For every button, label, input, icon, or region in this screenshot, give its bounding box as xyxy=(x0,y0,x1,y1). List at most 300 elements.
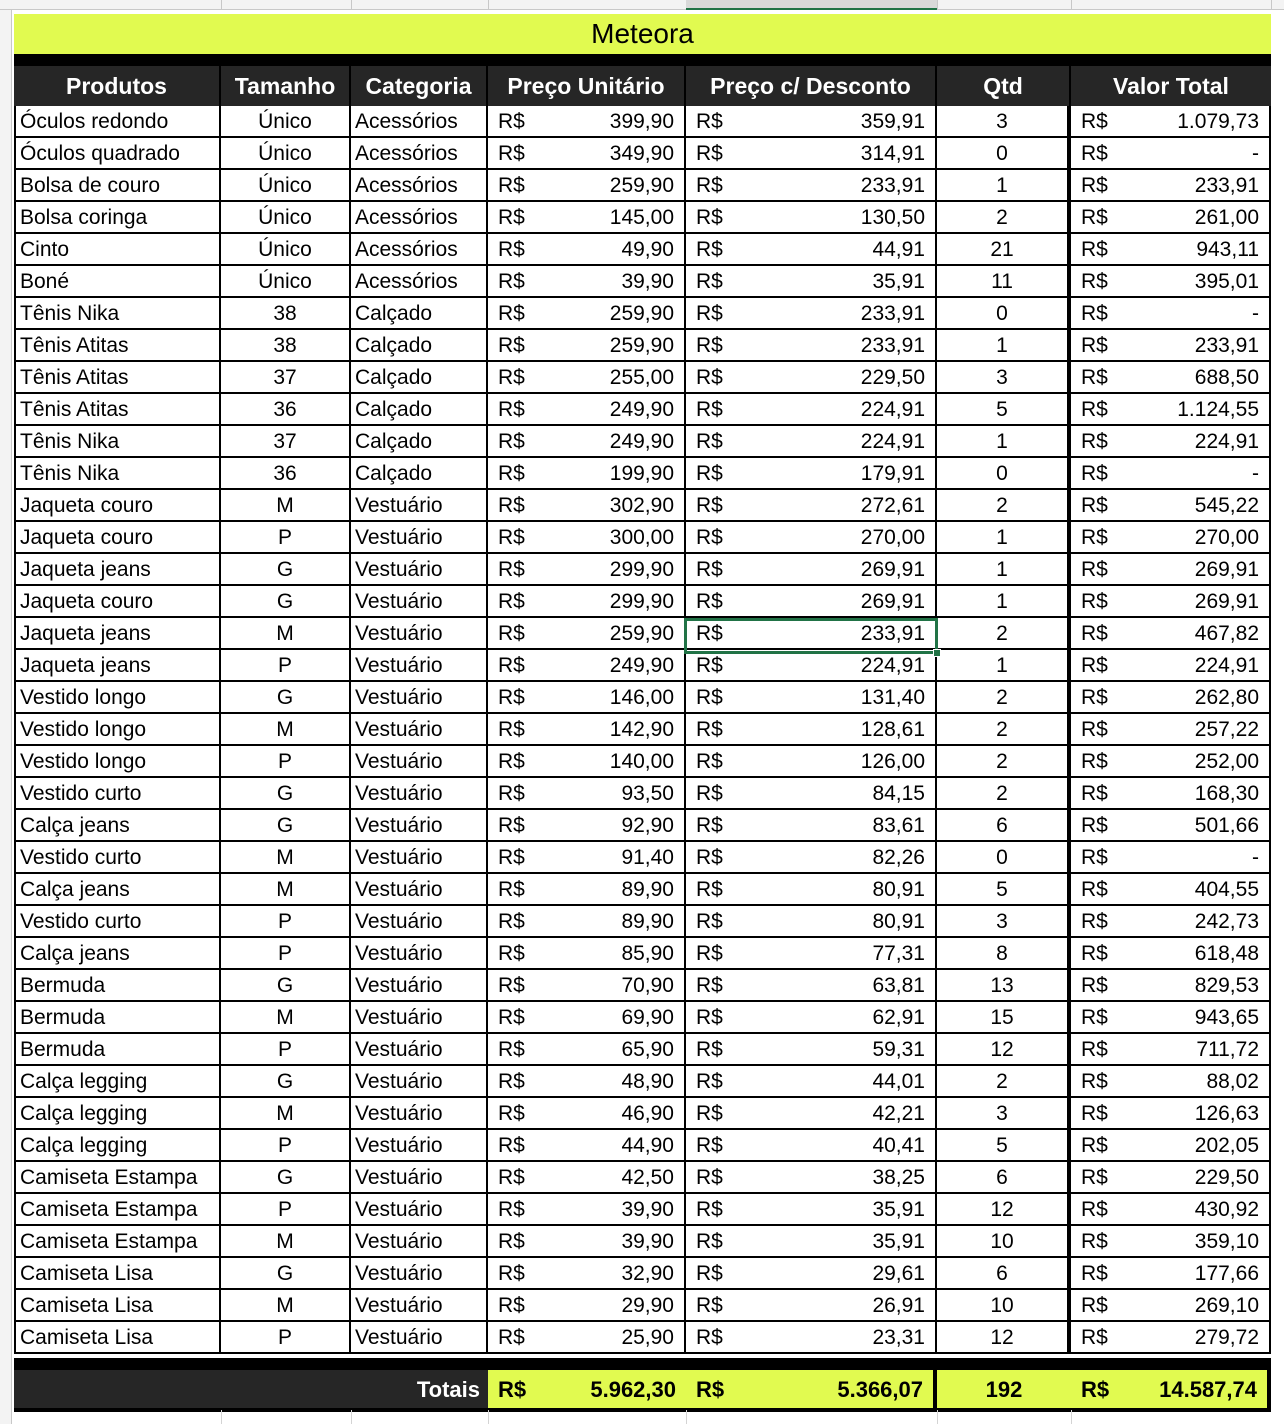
cell-categoria[interactable]: Acessórios xyxy=(351,266,488,296)
cell-preco-unitario[interactable] xyxy=(488,1258,686,1288)
cell-preco-desconto[interactable] xyxy=(686,810,937,840)
cell-preco-desconto[interactable] xyxy=(686,1130,937,1160)
cell-valor-total[interactable] xyxy=(1071,522,1271,552)
cell-valor-total[interactable] xyxy=(1071,234,1271,264)
cell-tamanho[interactable]: Único xyxy=(221,138,351,168)
cell-categoria[interactable]: Vestuário xyxy=(351,1290,488,1320)
cell-valor-total[interactable] xyxy=(1071,842,1271,872)
cell-produto[interactable]: Camiseta Lisa xyxy=(14,1322,221,1352)
cell-preco-desconto[interactable] xyxy=(686,1098,937,1128)
cell-qtd[interactable]: 1 xyxy=(937,330,1071,360)
cell-preco-desconto[interactable] xyxy=(686,970,937,1000)
column-headers-bar[interactable] xyxy=(0,0,1284,10)
cell-preco-desconto[interactable] xyxy=(686,938,937,968)
header-preco-unitario[interactable]: Preço Unitário xyxy=(488,66,686,106)
cell-tamanho[interactable]: G xyxy=(221,1066,351,1096)
cell-produto[interactable]: Tênis Atitas xyxy=(14,394,221,424)
cell-preco-unitario[interactable] xyxy=(488,1162,686,1192)
cell-valor-total[interactable] xyxy=(1071,874,1271,904)
cell-produto[interactable]: Bolsa coringa xyxy=(14,202,221,232)
cell-preco-unitario[interactable] xyxy=(488,810,686,840)
cell-tamanho[interactable]: M xyxy=(221,1002,351,1032)
cell-categoria[interactable]: Vestuário xyxy=(351,1034,488,1064)
cell-valor-total[interactable] xyxy=(1071,554,1271,584)
header-valor-total[interactable]: Valor Total xyxy=(1113,73,1229,99)
cell-tamanho[interactable]: Único xyxy=(221,106,351,136)
cell-qtd[interactable]: 3 xyxy=(937,106,1071,136)
cell-tamanho[interactable]: 37 xyxy=(221,426,351,456)
cell-produto[interactable]: Calça jeans xyxy=(14,874,221,904)
cell-preco-desconto[interactable] xyxy=(686,778,937,808)
cell-categoria[interactable]: Acessórios xyxy=(351,138,488,168)
cell-qtd[interactable]: 10 xyxy=(937,1226,1071,1256)
cell-categoria[interactable]: Vestuário xyxy=(351,554,488,584)
cell-categoria[interactable]: Vestuário xyxy=(351,682,488,712)
cell-preco-unitario[interactable] xyxy=(488,778,686,808)
cell-preco-unitario[interactable] xyxy=(488,1066,686,1096)
cell-categoria[interactable]: Vestuário xyxy=(351,650,488,680)
cell-categoria[interactable]: Acessórios xyxy=(351,202,488,232)
cell-preco-unitario[interactable] xyxy=(488,842,686,872)
cell-produto[interactable]: Bermuda xyxy=(14,1002,221,1032)
cell-tamanho[interactable]: P xyxy=(221,1194,351,1224)
cell-valor-total[interactable] xyxy=(1071,650,1271,680)
cell-produto[interactable]: Vestido longo xyxy=(14,746,221,776)
cell-valor-total[interactable] xyxy=(1071,490,1271,520)
cell-qtd[interactable]: 12 xyxy=(937,1034,1071,1064)
cell-preco-unitario[interactable] xyxy=(488,650,686,680)
cell-preco-unitario[interactable] xyxy=(488,1322,686,1352)
cell-tamanho[interactable]: G xyxy=(221,1162,351,1192)
total-qtd[interactable]: 192 xyxy=(937,1370,1071,1410)
cell-produto[interactable]: Vestido curto xyxy=(14,842,221,872)
cell-produto[interactable]: Tênis Nika xyxy=(14,458,221,488)
cell-preco-unitario[interactable] xyxy=(488,394,686,424)
cell-valor-total[interactable] xyxy=(1071,1194,1271,1224)
cell-preco-desconto[interactable] xyxy=(686,1258,937,1288)
currency-symbol: R$ xyxy=(498,430,525,453)
cell-preco-desconto[interactable] xyxy=(686,106,937,136)
cell-categoria[interactable]: Vestuário xyxy=(351,1002,488,1032)
cell-tamanho[interactable]: M xyxy=(221,842,351,872)
cell-tamanho[interactable]: M xyxy=(221,1290,351,1320)
cell-tamanho[interactable]: M xyxy=(221,490,351,520)
cell-produto[interactable]: Vestido longo xyxy=(14,682,221,712)
cell-preco-unitario[interactable] xyxy=(488,970,686,1000)
totals-label[interactable]: Totais xyxy=(416,1377,480,1402)
cell-preco-desconto[interactable] xyxy=(686,586,937,616)
cell-valor-total[interactable] xyxy=(1071,778,1271,808)
table-row xyxy=(14,202,1271,234)
cell-qtd[interactable]: 3 xyxy=(937,1098,1071,1128)
cell-tamanho[interactable]: M xyxy=(221,1098,351,1128)
cell-qtd[interactable]: 1 xyxy=(937,554,1071,584)
cell-preco-desconto[interactable] xyxy=(686,1226,937,1256)
cell-tamanho[interactable]: P xyxy=(221,1322,351,1352)
cell-preco-unitario[interactable] xyxy=(488,1002,686,1032)
cell-qtd[interactable]: 6 xyxy=(937,1162,1071,1192)
cell-preco-desconto[interactable] xyxy=(686,618,937,648)
cell-categoria[interactable]: Calçado xyxy=(351,298,488,328)
cell-produto[interactable]: Óculos quadrado xyxy=(14,138,221,168)
cell-preco-desconto[interactable] xyxy=(686,554,937,584)
cell-valor-total[interactable] xyxy=(1071,970,1271,1000)
cell-produto[interactable]: Bermuda xyxy=(14,970,221,1000)
cell-categoria[interactable]: Vestuário xyxy=(351,970,488,1000)
cell-preco-unitario[interactable] xyxy=(488,586,686,616)
cell-valor-total[interactable] xyxy=(1071,298,1271,328)
cell-valor-total[interactable] xyxy=(1071,586,1271,616)
cell-produto[interactable]: Calça jeans xyxy=(14,938,221,968)
cell-produto[interactable]: Calça legging xyxy=(14,1066,221,1096)
cell-preco-desconto[interactable] xyxy=(686,362,937,392)
cell-qtd[interactable]: 5 xyxy=(937,874,1071,904)
cell-categoria[interactable]: Acessórios xyxy=(351,106,488,136)
cell-categoria[interactable]: Vestuário xyxy=(351,522,488,552)
cell-qtd[interactable]: 0 xyxy=(937,458,1071,488)
cell-qtd[interactable]: 0 xyxy=(937,842,1071,872)
cell-qtd[interactable]: 2 xyxy=(937,682,1071,712)
cell-tamanho[interactable]: P xyxy=(221,1034,351,1064)
table-row xyxy=(14,266,1271,298)
cell-produto[interactable]: Jaqueta jeans xyxy=(14,650,221,680)
cell-qtd[interactable]: 2 xyxy=(937,618,1071,648)
cell-qtd[interactable]: 6 xyxy=(937,810,1071,840)
cell-qtd[interactable]: 21 xyxy=(937,234,1071,264)
cell-produto[interactable]: Camiseta Estampa xyxy=(14,1162,221,1192)
cell-valor-total[interactable] xyxy=(1071,938,1271,968)
cell-tamanho[interactable]: G xyxy=(221,682,351,712)
cell-valor-total[interactable] xyxy=(1071,266,1271,296)
cell-valor-total[interactable] xyxy=(1071,1322,1271,1352)
cell-qtd[interactable]: 1 xyxy=(937,650,1071,680)
cell-tamanho[interactable]: P xyxy=(221,906,351,936)
cell-preco-desconto[interactable] xyxy=(686,1034,937,1064)
cell-produto[interactable]: Camiseta Lisa xyxy=(14,1290,221,1320)
cell-preco-unitario[interactable] xyxy=(488,426,686,456)
cell-preco-desconto[interactable] xyxy=(686,842,937,872)
cell-tamanho[interactable]: 36 xyxy=(221,458,351,488)
cell-produto[interactable]: Vestido curto xyxy=(14,906,221,936)
cell-tamanho[interactable]: M xyxy=(221,1226,351,1256)
header-categoria[interactable]: Categoria xyxy=(351,66,488,106)
cell-preco-desconto[interactable] xyxy=(686,746,937,776)
cell-valor-total[interactable] xyxy=(1071,1098,1271,1128)
cell-categoria[interactable]: Vestuário xyxy=(351,1322,488,1352)
cell-categoria[interactable]: Vestuário xyxy=(351,1130,488,1160)
cell-tamanho[interactable]: P xyxy=(221,522,351,552)
cell-categoria[interactable]: Vestuário xyxy=(351,490,488,520)
cell-valor-total[interactable] xyxy=(1071,1130,1271,1160)
cell-tamanho[interactable]: Único xyxy=(221,266,351,296)
cell-valor-total[interactable] xyxy=(1071,1226,1271,1256)
cell-categoria[interactable]: Calçado xyxy=(351,362,488,392)
cell-qtd[interactable]: 3 xyxy=(937,362,1071,392)
cell-qtd[interactable]: 0 xyxy=(937,298,1071,328)
cell-tamanho[interactable]: 37 xyxy=(221,362,351,392)
cell-categoria[interactable]: Calçado xyxy=(351,394,488,424)
cell-produto[interactable]: Calça legging xyxy=(14,1130,221,1160)
cell-produto[interactable]: Tênis Nika xyxy=(14,298,221,328)
cell-preco-desconto[interactable] xyxy=(686,138,937,168)
cell-valor-total[interactable] xyxy=(1071,170,1271,200)
cell-valor-total[interactable] xyxy=(1071,1290,1271,1320)
cell-produto[interactable]: Bermuda xyxy=(14,1034,221,1064)
cell-preco-unitario[interactable] xyxy=(488,170,686,200)
cell-preco-unitario[interactable] xyxy=(488,1290,686,1320)
cell-produto[interactable]: Calça jeans xyxy=(14,810,221,840)
cell-preco-desconto-value: 42,21 xyxy=(872,1102,925,1125)
cell-categoria[interactable]: Vestuário xyxy=(351,1226,488,1256)
cell-valor-total[interactable] xyxy=(1071,394,1271,424)
cell-preco-desconto[interactable] xyxy=(686,1290,937,1320)
cell-produto[interactable]: Vestido longo xyxy=(14,714,221,744)
cell-qtd[interactable]: 2 xyxy=(937,714,1071,744)
header-produtos[interactable]: Produtos xyxy=(14,66,221,106)
cell-qtd[interactable]: 3 xyxy=(937,906,1071,936)
cell-qtd[interactable]: 1 xyxy=(937,170,1071,200)
cell-produto[interactable]: Camiseta Estampa xyxy=(14,1226,221,1256)
cell-preco-unitario[interactable] xyxy=(488,138,686,168)
cell-preco-desconto[interactable] xyxy=(686,650,937,680)
cell-produto[interactable]: Tênis Nika xyxy=(14,426,221,456)
cell-tamanho[interactable]: G xyxy=(221,1258,351,1288)
cell-categoria[interactable]: Vestuário xyxy=(351,778,488,808)
cell-qtd[interactable]: 1 xyxy=(937,586,1071,616)
cell-categoria[interactable]: Vestuário xyxy=(351,906,488,936)
cell-produto[interactable]: Jaqueta couro xyxy=(14,522,221,552)
cell-produto[interactable]: Camiseta Estampa xyxy=(14,1194,221,1224)
cell-preco-desconto[interactable] xyxy=(686,458,937,488)
header-tamanho[interactable]: Tamanho xyxy=(221,66,351,106)
cell-preco-unitario[interactable] xyxy=(488,746,686,776)
cell-valor-total[interactable] xyxy=(1071,426,1271,456)
cell-tamanho[interactable]: M xyxy=(221,618,351,648)
cell-produto[interactable]: Cinto xyxy=(14,234,221,264)
cell-categoria[interactable]: Vestuário xyxy=(351,842,488,872)
cell-preco-unitario[interactable] xyxy=(488,1098,686,1128)
currency-symbol: R$ xyxy=(696,334,723,357)
cell-valor-total[interactable] xyxy=(1071,746,1271,776)
cell-preco-desconto[interactable] xyxy=(686,874,937,904)
column-separator xyxy=(351,0,352,10)
row-headers-bar[interactable] xyxy=(0,10,12,1424)
cell-preco-unitario[interactable] xyxy=(488,266,686,296)
cell-tamanho[interactable]: P xyxy=(221,938,351,968)
cell-produto[interactable]: Bolsa de couro xyxy=(14,170,221,200)
cell-preco-unitario[interactable] xyxy=(488,490,686,520)
cell-valor-total[interactable] xyxy=(1071,1258,1271,1288)
cell-preco-desconto[interactable] xyxy=(686,426,937,456)
cell-preco-desconto[interactable] xyxy=(686,1002,937,1032)
cell-preco-unitario[interactable] xyxy=(488,682,686,712)
table-row xyxy=(14,138,1271,170)
cell-qtd[interactable]: 2 xyxy=(937,778,1071,808)
cell-produto[interactable]: Vestido curto xyxy=(14,778,221,808)
cell-preco-unitario[interactable] xyxy=(488,1130,686,1160)
cell-tamanho[interactable]: Único xyxy=(221,170,351,200)
cell-valor-total[interactable] xyxy=(1071,1162,1271,1192)
cell-qtd[interactable]: 8 xyxy=(937,938,1071,968)
cell-tamanho[interactable]: G xyxy=(221,970,351,1000)
cell-qtd[interactable]: 5 xyxy=(937,394,1071,424)
cell-produto[interactable]: Jaqueta jeans xyxy=(14,618,221,648)
cell-preco-desconto[interactable] xyxy=(686,714,937,744)
cell-qtd[interactable]: 15 xyxy=(937,1002,1071,1032)
cell-valor-total[interactable] xyxy=(1071,1066,1271,1096)
cell-tamanho[interactable]: P xyxy=(221,650,351,680)
cell-valor-total[interactable] xyxy=(1071,810,1271,840)
cell-qtd[interactable]: 1 xyxy=(937,522,1071,552)
cell-tamanho[interactable]: M xyxy=(221,874,351,904)
cell-qtd[interactable]: 12 xyxy=(937,1322,1071,1352)
cell-preco-desconto[interactable] xyxy=(686,266,937,296)
cell-categoria[interactable]: Acessórios xyxy=(351,170,488,200)
cell-preco-unitario[interactable] xyxy=(488,362,686,392)
cell-produto[interactable]: Calça legging xyxy=(14,1098,221,1128)
selected-column-header[interactable] xyxy=(686,0,937,10)
cell-preco-unitario-value: 300,00 xyxy=(609,526,674,549)
cell-valor-total[interactable] xyxy=(1071,362,1271,392)
cell-qtd[interactable]: 10 xyxy=(937,1290,1071,1320)
cell-qtd[interactable]: 12 xyxy=(937,1194,1071,1224)
cell-preco-unitario[interactable] xyxy=(488,1226,686,1256)
cell-produto[interactable]: Jaqueta couro xyxy=(14,490,221,520)
cell-valor-total[interactable] xyxy=(1071,714,1271,744)
cell-tamanho[interactable]: Único xyxy=(221,202,351,232)
total-valor[interactable] xyxy=(1071,1370,1271,1410)
cell-categoria[interactable]: Vestuário xyxy=(351,1194,488,1224)
cell-preco-desconto[interactable] xyxy=(686,522,937,552)
cell-tamanho[interactable]: 38 xyxy=(221,298,351,328)
cell-qtd[interactable]: 11 xyxy=(937,266,1071,296)
cell-categoria[interactable]: Vestuário xyxy=(351,874,488,904)
cell-preco-desconto[interactable] xyxy=(686,234,937,264)
total-preco-unitario[interactable] xyxy=(488,1370,686,1410)
cell-preco-desconto[interactable] xyxy=(686,170,937,200)
cell-preco-unitario[interactable] xyxy=(488,938,686,968)
cell-categoria[interactable]: Vestuário xyxy=(351,746,488,776)
cell-qtd[interactable]: 0 xyxy=(937,138,1071,168)
cell-produto[interactable]: Jaqueta couro xyxy=(14,586,221,616)
cell-preco-unitario[interactable] xyxy=(488,874,686,904)
cell-produto[interactable]: Jaqueta jeans xyxy=(14,554,221,584)
cell-valor-total[interactable] xyxy=(1071,682,1271,712)
cell-valor-total[interactable] xyxy=(1071,1002,1271,1032)
cell-produto[interactable]: Óculos redondo xyxy=(14,106,221,136)
cell-preco-desconto[interactable] xyxy=(686,1322,937,1352)
cell-qtd[interactable]: 2 xyxy=(937,1066,1071,1096)
cell-preco-desconto[interactable] xyxy=(686,1162,937,1192)
cell-preco-unitario[interactable] xyxy=(488,458,686,488)
cell-valor-total-value: 252,00 xyxy=(1194,750,1259,773)
cell-preco-desconto[interactable] xyxy=(686,906,937,936)
cell-preco-unitario[interactable] xyxy=(488,330,686,360)
total-preco-desconto[interactable] xyxy=(686,1370,937,1410)
cell-categoria[interactable]: Vestuário xyxy=(351,938,488,968)
cell-preco-desconto[interactable] xyxy=(686,1066,937,1096)
cell-qtd[interactable]: 2 xyxy=(937,490,1071,520)
cell-preco-unitario[interactable] xyxy=(488,554,686,584)
cell-tamanho[interactable]: G xyxy=(221,778,351,808)
cell-categoria[interactable]: Calçado xyxy=(351,426,488,456)
cell-preco-desconto[interactable] xyxy=(686,330,937,360)
cell-qtd[interactable]: 2 xyxy=(937,746,1071,776)
cell-tamanho[interactable]: G xyxy=(221,586,351,616)
cell-valor-total[interactable] xyxy=(1071,202,1271,232)
cell-categoria[interactable]: Vestuário xyxy=(351,1098,488,1128)
cell-tamanho[interactable]: M xyxy=(221,714,351,744)
cell-categoria[interactable]: Vestuário xyxy=(351,586,488,616)
cell-tamanho[interactable]: P xyxy=(221,746,351,776)
cell-produto[interactable]: Tênis Atitas xyxy=(14,330,221,360)
cell-preco-unitario[interactable] xyxy=(488,202,686,232)
cell-valor-total[interactable] xyxy=(1071,906,1271,936)
cell-preco-unitario[interactable] xyxy=(488,618,686,648)
cell-tamanho[interactable]: P xyxy=(221,1130,351,1160)
header-preco-desconto[interactable]: Preço c/ Desconto xyxy=(686,66,937,106)
cell-categoria[interactable]: Acessórios xyxy=(351,234,488,264)
cell-qtd[interactable]: 6 xyxy=(937,1258,1071,1288)
cell-valor-total[interactable] xyxy=(1071,138,1271,168)
sheet-title[interactable]: Meteora xyxy=(14,14,1271,54)
cell-preco-desconto[interactable] xyxy=(686,682,937,712)
cell-preco-unitario[interactable] xyxy=(488,234,686,264)
cell-preco-desconto[interactable] xyxy=(686,298,937,328)
cell-categoria[interactable]: Vestuário xyxy=(351,1258,488,1288)
cell-produto[interactable]: Boné xyxy=(14,266,221,296)
cell-produto[interactable]: Tênis Atitas xyxy=(14,362,221,392)
cell-qtd[interactable]: 13 xyxy=(937,970,1071,1000)
cell-preco-unitario[interactable] xyxy=(488,106,686,136)
cell-categoria[interactable]: Calçado xyxy=(351,458,488,488)
cell-tamanho[interactable]: G xyxy=(221,810,351,840)
cell-preco-unitario[interactable] xyxy=(488,1034,686,1064)
cell-categoria[interactable]: Vestuário xyxy=(351,810,488,840)
cell-valor-total[interactable] xyxy=(1071,458,1271,488)
currency-symbol: R$ xyxy=(1081,654,1108,677)
cell-preco-desconto[interactable] xyxy=(686,490,937,520)
cell-qtd[interactable]: 2 xyxy=(937,202,1071,232)
cell-categoria[interactable]: Vestuário xyxy=(351,1162,488,1192)
cell-preco-desconto[interactable] xyxy=(686,202,937,232)
cell-tamanho[interactable]: Único xyxy=(221,234,351,264)
column-separator xyxy=(221,0,222,10)
cell-categoria[interactable]: Vestuário xyxy=(351,1066,488,1096)
cell-categoria[interactable]: Calçado xyxy=(351,330,488,360)
cell-valor-total[interactable] xyxy=(1071,1034,1271,1064)
cell-preco-unitario[interactable] xyxy=(488,1194,686,1224)
cell-tamanho[interactable]: 38 xyxy=(221,330,351,360)
cell-qtd[interactable]: 5 xyxy=(937,1130,1071,1160)
cell-preco-unitario[interactable] xyxy=(488,298,686,328)
cell-tamanho[interactable]: G xyxy=(221,554,351,584)
cell-categoria[interactable]: Vestuário xyxy=(351,618,488,648)
cell-preco-unitario[interactable] xyxy=(488,522,686,552)
cell-valor-total[interactable] xyxy=(1071,618,1271,648)
header-qtd[interactable]: Qtd xyxy=(937,66,1071,106)
cell-preco-desconto[interactable] xyxy=(686,1194,937,1224)
cell-valor-total[interactable] xyxy=(1071,106,1271,136)
cell-produto[interactable]: Camiseta Lisa xyxy=(14,1258,221,1288)
cell-preco-desconto[interactable] xyxy=(686,394,937,424)
cell-preco-unitario[interactable] xyxy=(488,714,686,744)
cell-preco-unitario[interactable] xyxy=(488,906,686,936)
cell-qtd[interactable]: 1 xyxy=(937,426,1071,456)
cell-tamanho[interactable]: 36 xyxy=(221,394,351,424)
cell-valor-total[interactable] xyxy=(1071,330,1271,360)
cell-categoria[interactable]: Vestuário xyxy=(351,714,488,744)
